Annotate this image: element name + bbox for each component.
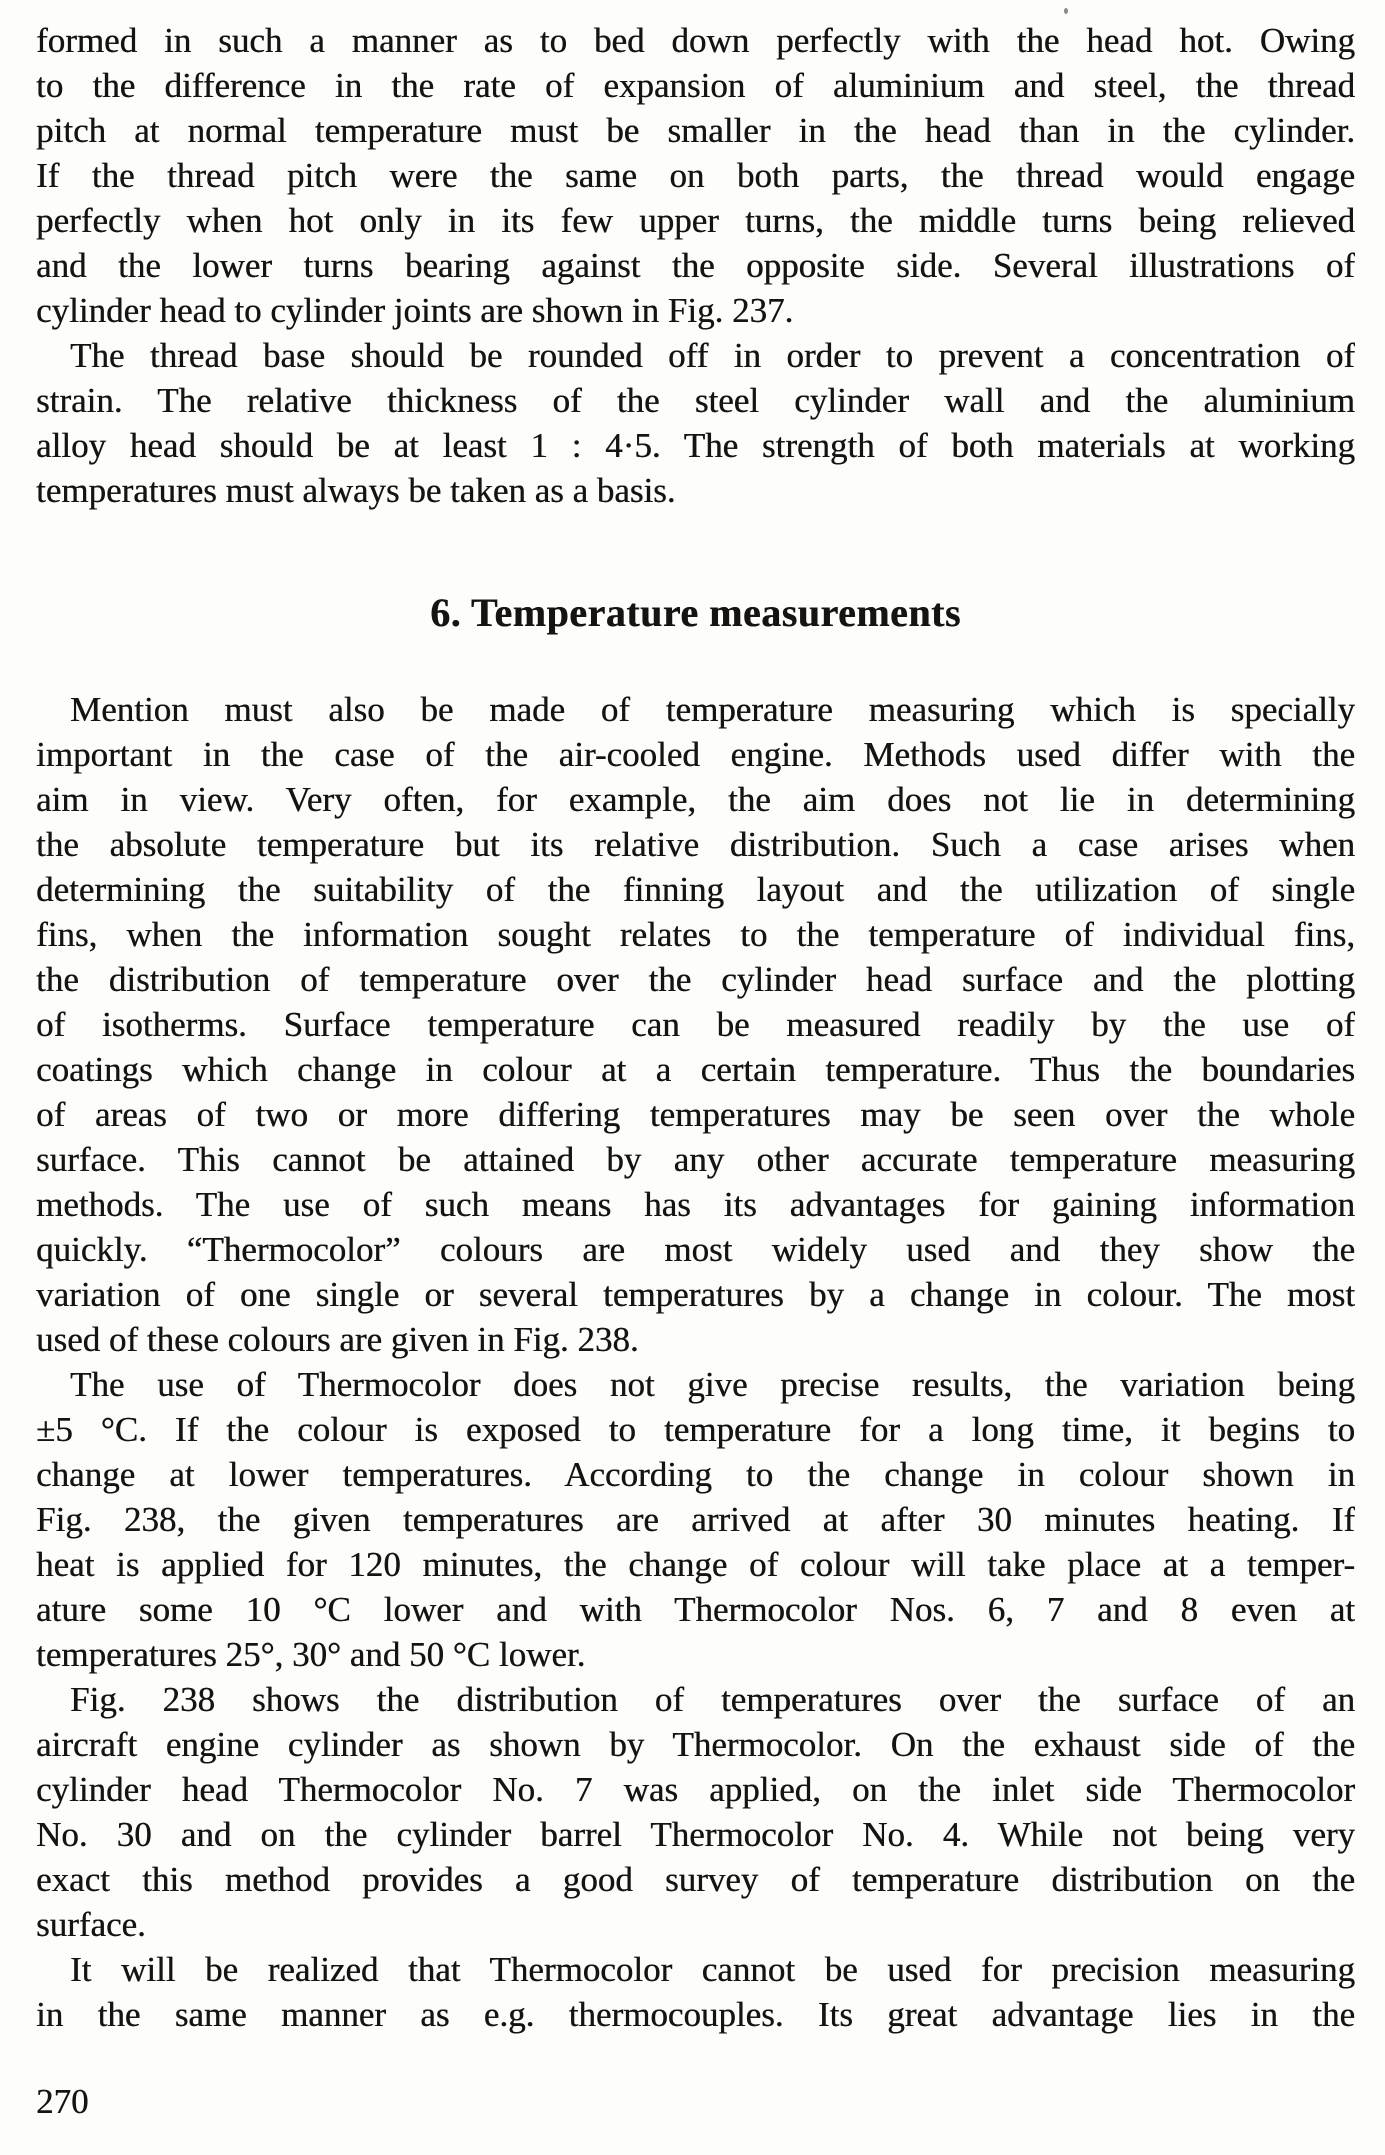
- text-line: aircraft engine cylinder as shown by Thermocolor. On the exhaust side of the: [36, 1725, 1355, 1764]
- paragraph: [36, 1362, 1355, 1677]
- text-line: important in the case of the air-cooled engine. Methods used differ with the: [36, 735, 1355, 774]
- text-line: strain. The relative thickness of the steel cylinder wall and the aluminium: [36, 381, 1355, 420]
- text-line: exact this method provides a good survey of temperature distribution on the: [36, 1860, 1355, 1899]
- text-line: methods. The use of such means has its advantages for gaining information: [36, 1185, 1355, 1224]
- text-line: Fig. 238, the given temperatures are arrived at after 30 minutes heating. If: [36, 1500, 1355, 1539]
- text-content: [36, 18, 1355, 2037]
- text-line: temperatures 25°, 30° and 50 °C lower.: [36, 1635, 586, 1674]
- text-line: heat is applied for 120 minutes, the change of colour will take place at a temper-: [36, 1545, 1355, 1584]
- text-line: of isotherms. Surface temperature can be measured readily by the use of: [36, 1005, 1355, 1044]
- text-line: pitch at normal temperature must be smaller in the head than in the cylinder.: [36, 111, 1355, 150]
- scan-artifact: [1064, 8, 1068, 14]
- paragraph: [36, 1947, 1355, 2037]
- text-line: formed in such a manner as to bed down perfectly with the head hot. Owing: [36, 21, 1355, 60]
- text-line: surface.: [36, 1905, 146, 1944]
- text-line: surface. This cannot be attained by any other accurate temperature measuring: [36, 1140, 1355, 1179]
- paragraph: [36, 1677, 1355, 1947]
- text-line: determining the suitability of the finning layout and the utilization of single: [36, 870, 1355, 909]
- text-line: change at lower temperatures. According to the change in colour shown in: [36, 1455, 1355, 1494]
- text-line: perfectly when hot only in its few upper turns, the middle turns being relieved: [36, 201, 1355, 240]
- text-line: and the lower turns bearing against the opposite side. Several illustrations of: [36, 246, 1355, 285]
- text-line: alloy head should be at least 1 : 4·5. The strength of both materials at working: [36, 426, 1355, 465]
- text-line: ±5 °C. If the colour is exposed to temperature for a long time, it begins to: [36, 1410, 1355, 1449]
- text-line: fins, when the information sought relates to the temperature of individual fins,: [36, 915, 1355, 954]
- text-line: It will be realized that Thermocolor cannot be used for precision measuring: [70, 1950, 1355, 1989]
- text-line: the distribution of temperature over the cylinder head surface and the plotting: [36, 960, 1355, 999]
- text-line: Fig. 238 shows the distribution of temperatures over the surface of an: [70, 1680, 1355, 1719]
- text-line: temperatures must always be taken as a basis.: [36, 471, 676, 510]
- text-line: ature some 10 °C lower and with Thermocolor Nos. 6, 7 and 8 even at: [36, 1590, 1355, 1629]
- text-line: coatings which change in colour at a certain temperature. Thus the boundaries: [36, 1050, 1355, 1089]
- text-line: to the difference in the rate of expansion of aluminium and steel, the thread: [36, 66, 1355, 105]
- paragraph: [36, 333, 1355, 513]
- text-line: cylinder head to cylinder joints are shown in Fig. 237.: [36, 291, 794, 330]
- paragraph: [36, 18, 1355, 333]
- text-line: used of these colours are given in Fig. 238.: [36, 1320, 639, 1359]
- text-line: The thread base should be rounded off in order to prevent a concentration of: [70, 336, 1355, 375]
- text-line: Mention must also be made of temperature measuring which is specially: [70, 690, 1355, 729]
- text-line: The use of Thermocolor does not give precise results, the variation being: [70, 1365, 1355, 1404]
- text-line: quickly. “Thermocolor” colours are most widely used and they show the: [36, 1230, 1355, 1269]
- text-line: the absolute temperature but its relative distribution. Such a case arises when: [36, 825, 1355, 864]
- text-line: of areas of two or more differing temperatures may be seen over the whole: [36, 1095, 1355, 1134]
- text-line: No. 30 and on the cylinder barrel Thermocolor No. 4. While not being very: [36, 1815, 1355, 1854]
- text-line: If the thread pitch were the same on both parts, the thread would engage: [36, 156, 1355, 195]
- text-line: in the same manner as e.g. thermocouples. Its great advantage lies in the: [36, 1995, 1355, 2034]
- paragraph: [36, 687, 1355, 1362]
- text-line: cylinder head Thermocolor No. 7 was applied, on the inlet side Thermocolor: [36, 1770, 1355, 1809]
- text-line: variation of one single or several temperatures by a change in colour. The most: [36, 1275, 1355, 1314]
- text-line: aim in view. Very often, for example, the aim does not lie in determining: [36, 780, 1355, 819]
- section-heading: 6. Temperature measurements: [430, 590, 961, 635]
- page-number: 270: [36, 2082, 89, 2121]
